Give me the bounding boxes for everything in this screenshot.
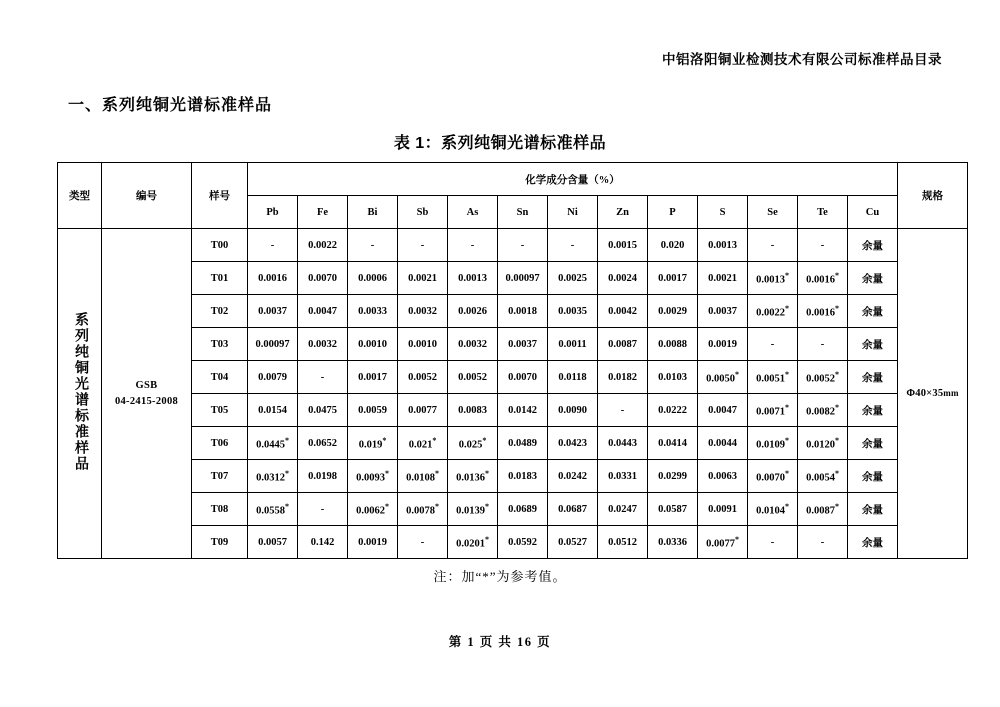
cell-value: 0.0029 [648,295,698,328]
cell-value: 0.0037 [698,295,748,328]
cell-value: - [798,229,848,262]
header-spec: 规格 [898,163,968,229]
header-element-ni: Ni [548,196,598,229]
cell-value: 0.0051* [748,361,798,394]
cell-sample: T06 [192,427,248,460]
cell-value: 0.0087 [598,328,648,361]
cell-value: 0.0006 [348,262,398,295]
cell-value: 0.0299 [648,460,698,493]
cell-value: 0.0512 [598,526,648,559]
cell-value: 0.0091 [698,493,748,526]
code-line-1: GSB [135,379,158,391]
cell-value: 余量 [848,394,898,427]
cell-value: 0.0062* [348,493,398,526]
cell-spec-value [898,229,968,559]
cell-value: 0.0047 [698,394,748,427]
header-sample: 样号 [192,163,248,229]
cell-value: 0.0035 [548,295,598,328]
cell-value: 0.0044 [698,427,748,460]
cell-value: - [798,328,848,361]
table-row [58,460,968,493]
header-element-p: P [648,196,698,229]
cell-value: - [448,229,498,262]
cell-value: 0.0025 [548,262,598,295]
cell-value: 余量 [848,460,898,493]
cell-value: 0.0336 [648,526,698,559]
cell-value: 0.0052* [798,361,848,394]
cell-value: - [498,229,548,262]
cell-value: 余量 [848,526,898,559]
table-row [58,262,968,295]
cell-value: 0.0201* [448,526,498,559]
table-row [58,295,968,328]
spec-table [57,162,968,559]
cell-value: 0.021* [398,427,448,460]
header-element-s: S [698,196,748,229]
cell-sample: T00 [192,229,248,262]
cell-value: - [398,526,448,559]
cell-value: 0.0026 [448,295,498,328]
cell-value: 0.0070 [298,262,348,295]
cell-value: 0.0032 [448,328,498,361]
header-element-sb: Sb [398,196,448,229]
cell-value: 0.0154 [248,394,298,427]
cell-value: 0.0052 [398,361,448,394]
cell-value: 0.0414 [648,427,698,460]
cell-type-value [58,229,102,559]
cell-sample: T08 [192,493,248,526]
header-element-bi: Bi [348,196,398,229]
cell-value: 0.0037 [248,295,298,328]
cell-value: 0.0592 [498,526,548,559]
cell-value: 0.0011 [548,328,598,361]
header-row-top [58,163,968,196]
cell-sample: T07 [192,460,248,493]
cell-value: 0.0018 [498,295,548,328]
cell-value: 0.0032 [298,328,348,361]
cell-value: - [348,229,398,262]
header-element-as: As [448,196,498,229]
cell-value: 0.019* [348,427,398,460]
table-row [58,526,968,559]
cell-value: 0.0078* [398,493,448,526]
cell-value: 0.0103 [648,361,698,394]
cell-value: 余量 [848,262,898,295]
table-row [58,361,968,394]
cell-value: 0.0063 [698,460,748,493]
cell-value: 0.025* [448,427,498,460]
cell-value: 0.0079 [248,361,298,394]
cell-value: 0.0042 [598,295,648,328]
cell-value: 0.0050* [698,361,748,394]
cell-value: 0.0104* [748,493,798,526]
cell-value: 0.0017 [348,361,398,394]
header-element-se: Se [748,196,798,229]
cell-value: 0.0558* [248,493,298,526]
cell-value: 0.0016* [798,262,848,295]
cell-value: 0.0083 [448,394,498,427]
cell-value: - [748,229,798,262]
cell-value: 余量 [848,427,898,460]
table-head [58,163,968,229]
cell-value: 0.0070* [748,460,798,493]
cell-value: - [748,526,798,559]
cell-value: 0.0087* [798,493,848,526]
cell-value: 0.0032 [398,295,448,328]
page-header: 中铝洛阳铜业检测技术有限公司标准样品目录 [662,52,942,67]
cell-value: 0.0077* [698,526,748,559]
cell-value: 0.0013 [698,229,748,262]
cell-value: 0.0019 [698,328,748,361]
cell-value: 0.0475 [298,394,348,427]
table-row [58,328,968,361]
table-caption: 表 1：系列纯铜光谱标准样品 [393,135,607,152]
cell-value: 0.0016 [248,262,298,295]
cell-value: 0.0183 [498,460,548,493]
code-line-2: 04-2415-2008 [114,395,179,407]
cell-value: 余量 [848,361,898,394]
cell-value: 0.0019 [348,526,398,559]
cell-value: 0.0142 [498,394,548,427]
cell-value: - [748,328,798,361]
cell-value: 0.0022* [748,295,798,328]
cell-value: 0.0077 [398,394,448,427]
cell-value: - [598,394,648,427]
cell-value: 0.142 [298,526,348,559]
header-chemistry: 化学成分含量（%） [248,163,898,196]
cell-value: 0.0033 [348,295,398,328]
cell-value: 0.0054* [798,460,848,493]
cell-value: 0.0021 [698,262,748,295]
cell-value: 0.0689 [498,493,548,526]
cell-value: - [548,229,598,262]
cell-value: 0.00097 [248,328,298,361]
type-vertical-label: 系列纯铜光谱标准样品 [72,312,88,472]
cell-value: 0.0021 [398,262,448,295]
cell-value: 0.0687 [548,493,598,526]
table-note: 注：加“*”为参考值。 [433,569,567,584]
section-title: 一、系列纯铜光谱标准样品 [68,97,273,114]
cell-value: 0.0059 [348,394,398,427]
cell-value: 0.0120* [798,427,848,460]
header-element-sn: Sn [498,196,548,229]
cell-value: 0.0013* [748,262,798,295]
table-row [58,394,968,427]
header-element-te: Te [798,196,848,229]
cell-value: 0.0652 [298,427,348,460]
cell-value: - [298,361,348,394]
header-element-zn: Zn [598,196,648,229]
cell-value: 0.0070 [498,361,548,394]
cell-value: 余量 [848,328,898,361]
cell-sample: T03 [192,328,248,361]
cell-value: 0.020 [648,229,698,262]
cell-value: 0.0108* [398,460,448,493]
cell-value: 0.0587 [648,493,698,526]
table-row [58,493,968,526]
cell-value: 0.0247 [598,493,648,526]
cell-sample: T09 [192,526,248,559]
cell-value: 0.0139* [448,493,498,526]
header-element-cu: Cu [848,196,898,229]
spec-size: Φ40×35 [906,388,944,399]
cell-value: 0.0037 [498,328,548,361]
cell-value: 0.0024 [598,262,648,295]
page-footer: 第 1 页 共 16 页 [448,635,552,649]
cell-value: 0.0489 [498,427,548,460]
cell-value: 0.0527 [548,526,598,559]
cell-value: 0.0071* [748,394,798,427]
cell-value: 0.0088 [648,328,698,361]
spec-table-container [57,162,959,559]
cell-value: 0.0445* [248,427,298,460]
cell-value: 0.0010 [348,328,398,361]
cell-value: - [398,229,448,262]
cell-value: 0.0052 [448,361,498,394]
cell-value: 0.0082* [798,394,848,427]
cell-sample: T04 [192,361,248,394]
cell-value: 0.0331 [598,460,648,493]
cell-value: 0.00097 [498,262,548,295]
cell-value: - [798,526,848,559]
cell-value: 余量 [848,493,898,526]
cell-value: 0.0222 [648,394,698,427]
cell-value: 0.0109* [748,427,798,460]
cell-value: 0.0312* [248,460,298,493]
cell-value: 0.0443 [598,427,648,460]
cell-value: 0.0016* [798,295,848,328]
cell-value: 余量 [848,295,898,328]
cell-value: 0.0022 [298,229,348,262]
cell-value: 0.0017 [648,262,698,295]
cell-value: 0.0090 [548,394,598,427]
cell-value: 0.0423 [548,427,598,460]
spec-unit: mm [943,388,959,398]
table-row [58,229,968,262]
header-element-pb: Pb [248,196,298,229]
cell-value: 0.0093* [348,460,398,493]
cell-value: 0.0013 [448,262,498,295]
cell-value: 0.0015 [598,229,648,262]
cell-sample: T05 [192,394,248,427]
cell-value: 0.0047 [298,295,348,328]
header-code: 编号 [102,163,192,229]
table-body [58,229,968,559]
cell-sample: T02 [192,295,248,328]
table-row [58,427,968,460]
cell-value: 0.0198 [298,460,348,493]
cell-code-value [102,229,192,559]
cell-value: - [248,229,298,262]
cell-value: 0.0182 [598,361,648,394]
cell-value: 0.0242 [548,460,598,493]
cell-value: - [298,493,348,526]
cell-value: 0.0057 [248,526,298,559]
cell-value: 0.0136* [448,460,498,493]
header-element-fe: Fe [298,196,348,229]
cell-value: 0.0118 [548,361,598,394]
cell-value: 0.0010 [398,328,448,361]
cell-sample: T01 [192,262,248,295]
cell-value: 余量 [848,229,898,262]
header-type: 类型 [58,163,102,229]
